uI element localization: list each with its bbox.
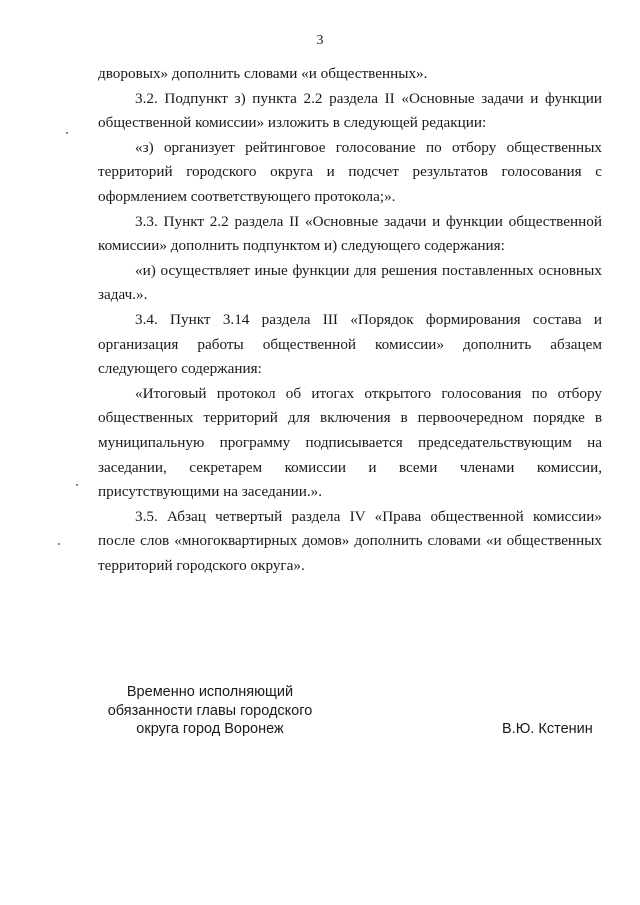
scan-speck xyxy=(58,543,60,545)
signatory-position-line: округа город Воронеж xyxy=(136,721,284,737)
page-number: 3 xyxy=(316,33,324,48)
scan-speck xyxy=(66,132,68,134)
paragraph-item-3-4: 3.4. Пункт 3.14 раздела III «Порядок формирования состава и организация работы общественной комиссии» дополнить абзацем следующего содержания: xyxy=(98,310,602,378)
signatory-position-line: Временно исполняющий xyxy=(126,684,294,700)
paragraph-quote-i: «и) осуществляет иные функции для решения поставленных основных задач.». xyxy=(98,261,602,304)
signatory-position xyxy=(100,683,320,739)
paragraph-item-3-2: 3.2. Подпункт з) пункта 2.2 раздела II «Основные задачи и функции общественной комиссии» изложить в следующей редакции: xyxy=(98,89,602,132)
paragraph-quote-z: «з) организует рейтинговое голосование по отбору общественных территорий городского округа и подсчет результатов голосования с оформлением соответствующего протокола;». xyxy=(98,138,602,205)
paragraph-continuation: дворовых» дополнить словами «и общественных». xyxy=(98,65,428,82)
scan-speck xyxy=(76,484,78,486)
paragraph-item-3-3: 3.3. Пункт 2.2 раздела II «Основные задачи и функции общественной комиссии» дополнить подпунктом и) следующего содержания: xyxy=(98,212,602,255)
paragraph-quote-protocol: «Итоговый протокол об итогах открытого голосования по отбору общественных территорий для включения в первоочередном порядке в муниципальную программу подписывается председательствующим на заседании, секретарем комиссии и всеми членами комиссии, присутствующими на заседании.». xyxy=(98,384,602,501)
signatory-position-line: обязанности главы городского xyxy=(107,702,313,719)
paragraph-item-3-5: 3.5. Абзац четвертый раздела IV «Права общественной комиссии» после слов «многоквартирных домов» дополнить словами «и общественных территорий городского округа». xyxy=(98,507,602,574)
document-body xyxy=(98,62,602,578)
signatory-name: В.Ю. Кстенин xyxy=(502,721,593,737)
